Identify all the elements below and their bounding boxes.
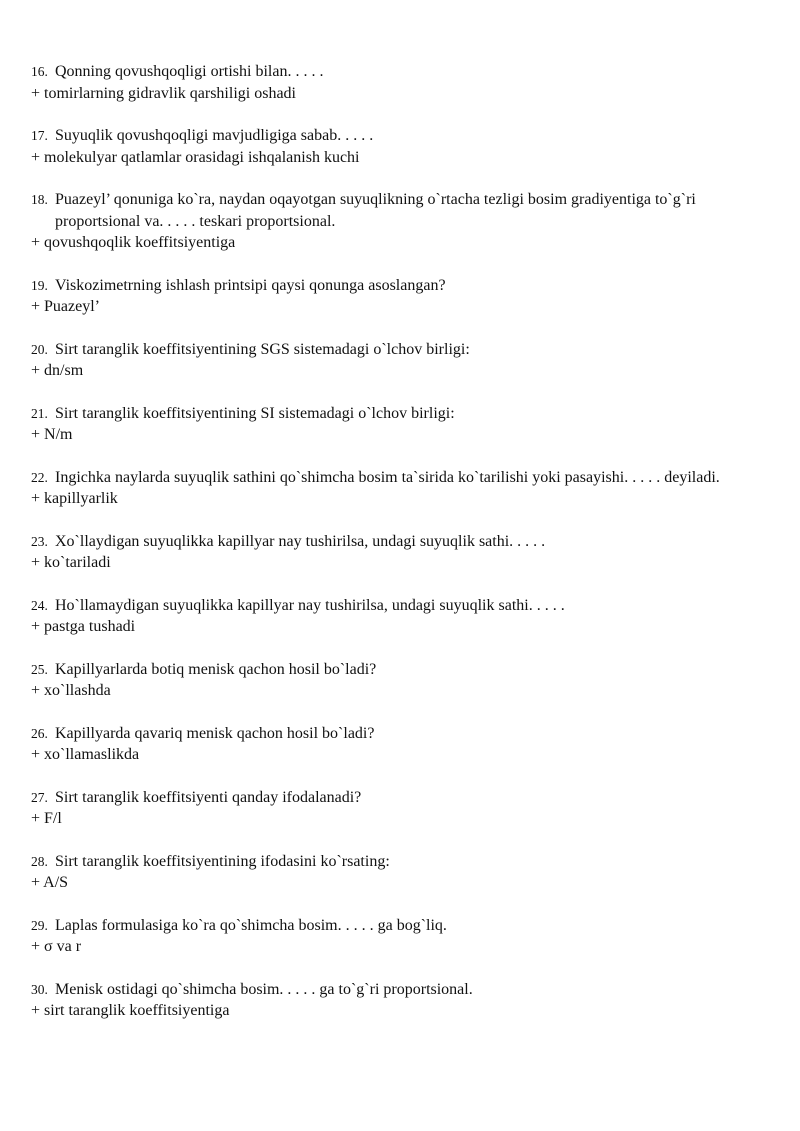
question-text: Qonning qovushqoqligi ortishi bilan. . . . . [55, 63, 324, 80]
question-item [31, 915, 771, 958]
question-text: Kapillyarlarda botiq menisk qachon hosil bo`ladi? [55, 660, 377, 678]
answer-text: + σ va r [31, 938, 82, 955]
question-item [31, 339, 771, 382]
question-text: Sirt taranglik koeffitsiyentining SI sistemadagi o`lchov birligi: [55, 404, 455, 422]
question-text: Suyuqlik qovushqoqligi mavjudligiga sabab. . . . . [55, 127, 374, 144]
question-item [31, 979, 771, 1022]
question-number: 26. [31, 725, 48, 741]
question-item [31, 723, 771, 766]
answer-text: + xo`llashda [31, 682, 111, 699]
question-text: Ingichka naylarda suyuqlik sathini qo`shimcha bosim ta`sirida ko`tarilishi yoki pasayishi. . . . . deyiladi. [55, 468, 720, 486]
question-item [31, 787, 771, 830]
question-item [31, 403, 771, 446]
answer-text: + dn/sm [31, 362, 84, 379]
answer-text: + N/m [31, 426, 73, 443]
question-number: 27. [31, 789, 48, 805]
question-line [31, 531, 771, 553]
question-number: 30. [31, 981, 48, 997]
question-text: Xo`llaydigan suyuqlikka kapillyar nay tushirilsa, undagi suyuqlik sathi. . . . . [55, 532, 546, 550]
answer-text: + qovushqoqlik koeffitsiyentiga [31, 234, 236, 251]
question-text: Puazeyl’ qonuniga ko`ra, naydan oqayotgan suyuqlikning o`rtacha tezligi bosim gradiyentiga to`g`ri proportsional va. . . . . teskari proportsional. [55, 191, 696, 230]
question-item [31, 125, 771, 168]
question-number: 29. [31, 917, 48, 933]
question-line [31, 275, 771, 297]
answer-text: + xo`llamaslikda [31, 746, 140, 763]
answer-text: + A/S [31, 874, 69, 891]
question-number: 20. [31, 341, 48, 357]
question-line [31, 467, 771, 489]
question-line [31, 979, 771, 1001]
question-text: Laplas formulasiga ko`ra qo`shimcha bosim. . . . . ga bog`liq. [55, 916, 447, 934]
question-number: 16. [31, 64, 48, 79]
question-line [31, 61, 771, 83]
answer-text: + molekulyar qatlamlar orasidagi ishqalanish kuchi [31, 148, 360, 166]
question-number: 25. [31, 661, 48, 677]
question-item [31, 275, 771, 318]
question-item [31, 531, 771, 574]
answer-text: + kapillyarlik [31, 490, 118, 507]
question-item [31, 595, 771, 638]
question-item [31, 467, 771, 510]
question-line [31, 595, 771, 617]
answer-text: + tomirlarning gidravlik qarshiligi oshadi [31, 84, 296, 102]
question-number: 22. [31, 469, 48, 485]
question-line [31, 659, 771, 681]
question-text: Sirt taranglik koeffitsiyenti qanday ifodalanadi? [55, 788, 362, 806]
answer-text: + pastga tushadi [31, 618, 136, 635]
question-item [31, 659, 771, 702]
answer-text: + F/l [31, 810, 62, 827]
answer-text: + ko`tariladi [31, 554, 111, 571]
question-number: 18. [31, 192, 48, 207]
question-item [31, 61, 771, 104]
question-line [31, 403, 771, 425]
question-text: Kapillyarda qavariq menisk qachon hosil bo`ladi? [55, 724, 375, 742]
answer-text: + Puazeyl’ [31, 298, 100, 315]
question-number: 24. [31, 597, 48, 613]
question-text: Viskozimetrning ishlash printsipi qaysi qonunga asoslangan? [55, 276, 446, 294]
question-line [31, 787, 771, 809]
question-text: Sirt taranglik koeffitsiyentining ifodasini ko`rsating: [55, 852, 390, 870]
question-line [31, 915, 771, 937]
document-page [31, 61, 771, 1043]
question-text: Ho`llamaydigan suyuqlikka kapillyar nay tushirilsa, undagi suyuqlik sathi. . . . . [55, 596, 565, 614]
question-number: 17. [31, 128, 48, 143]
question-text: Menisk ostidagi qo`shimcha bosim. . . . . ga to`g`ri proportsional. [55, 980, 473, 998]
question-item [31, 189, 771, 254]
question-number: 28. [31, 853, 48, 869]
question-number: 21. [31, 405, 48, 421]
question-text: Sirt taranglik koeffitsiyentining SGS sistemadagi o`lchov birligi: [55, 340, 470, 358]
question-line [31, 723, 771, 745]
question-number: 19. [31, 277, 48, 293]
question-item [31, 851, 771, 894]
question-line [31, 339, 771, 361]
question-number: 23. [31, 533, 48, 549]
answer-text: + sirt taranglik koeffitsiyentiga [31, 1002, 230, 1019]
question-line [31, 851, 771, 873]
question-line [31, 189, 771, 232]
question-line [31, 125, 771, 147]
